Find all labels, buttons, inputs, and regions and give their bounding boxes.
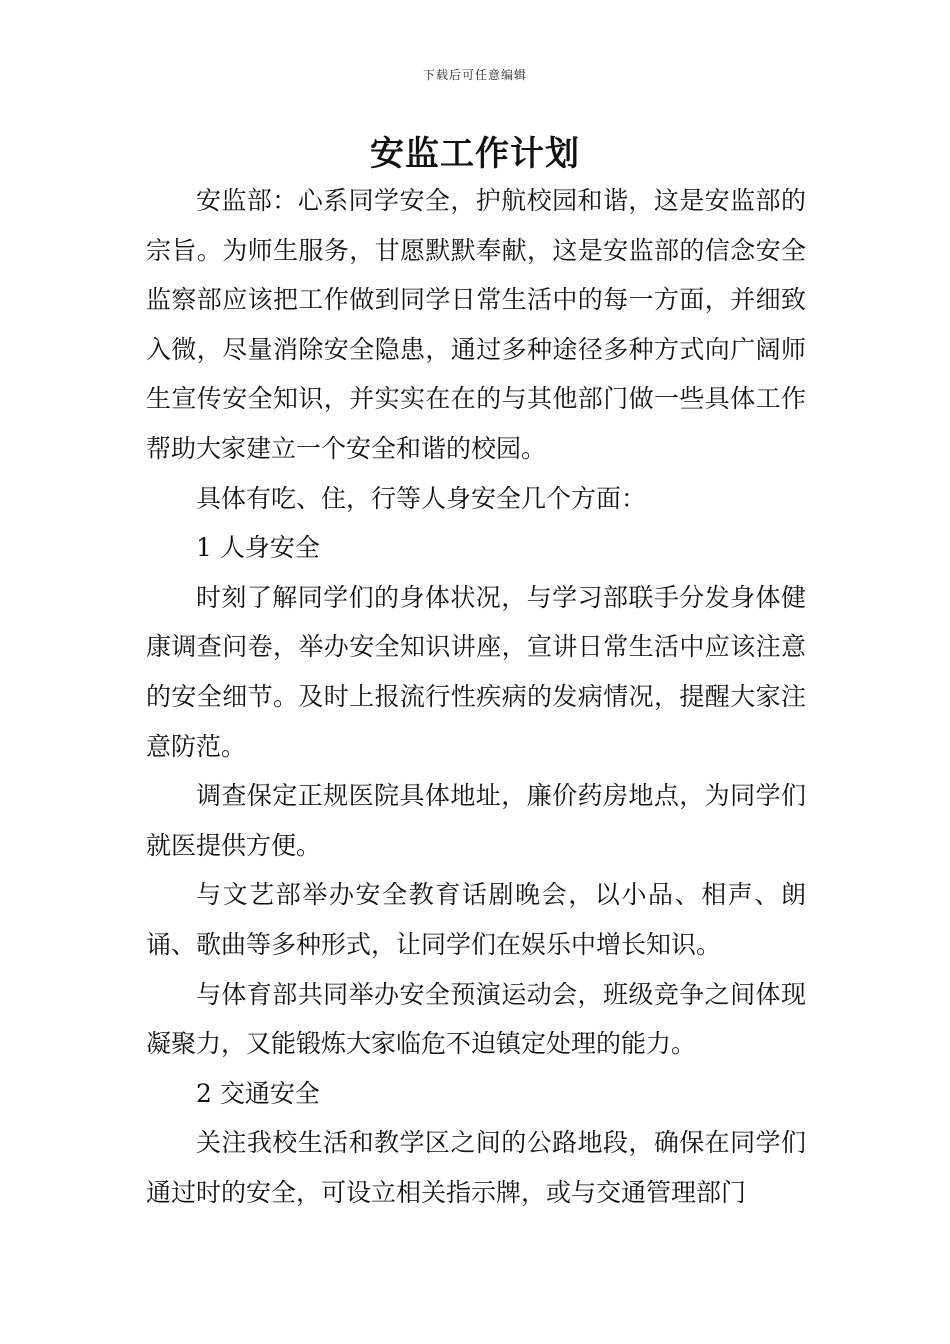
section-heading-personal-safety: 1 人身安全 [196, 533, 320, 563]
document-body [146, 176, 806, 1217]
paragraph-sports: 与体育部共同举办安全预演运动会，班级竞争之间体现凝聚力，又能锻炼大家临危不迫镇定处理的能力。 [146, 979, 806, 1059]
section-heading-traffic-safety: 2 交通安全 [196, 1078, 320, 1108]
paragraph-traffic: 关注我校生活和教学区之间的公路地段，确保在同学们通过时的安全，可设立相关指示牌，或与交通管理部门 [146, 1128, 806, 1207]
document-title: 安监工作计划 [370, 134, 580, 174]
paragraph-aspects: 具体有吃、住，行等人身安全几个方面： [196, 483, 647, 513]
paragraph-health: 时刻了解同学们的身体状况，与学习部联手分发身体健康调查问卷，举办安全知识讲座，宣讲日常生活中应该注意的安全细节。及时上报流行性疾病的发病情况，提醒大家注意防范。 [146, 582, 806, 761]
paragraph-hospitals: 调查保定正规医院具体地址，廉价药房地点，为同学们就医提供方便。 [146, 781, 806, 860]
header-note: 下载后可任意编辑 [422, 68, 527, 82]
paragraph-drama: 与文艺部举办安全教育话剧晚会，以小品、相声、朗诵、歌曲等多种形式，让同学们在娱乐中增长知识。 [146, 880, 806, 959]
paragraph-intro: 安监部：心系同学安全，护航校园和谐，这是安监部的宗旨。为师生服务，甘愿默默奉献，这是安监部的信念安全监察部应该把工作做到同学日常生活中的每一方面，并细致入微，尽量消除安全隐患，通过多种途径多种方式向广阔师生宣传安全知识，并实实在在的与其他部门做一些具体工作帮助大家建立一个安全和谐的校园。 [146, 186, 806, 463]
